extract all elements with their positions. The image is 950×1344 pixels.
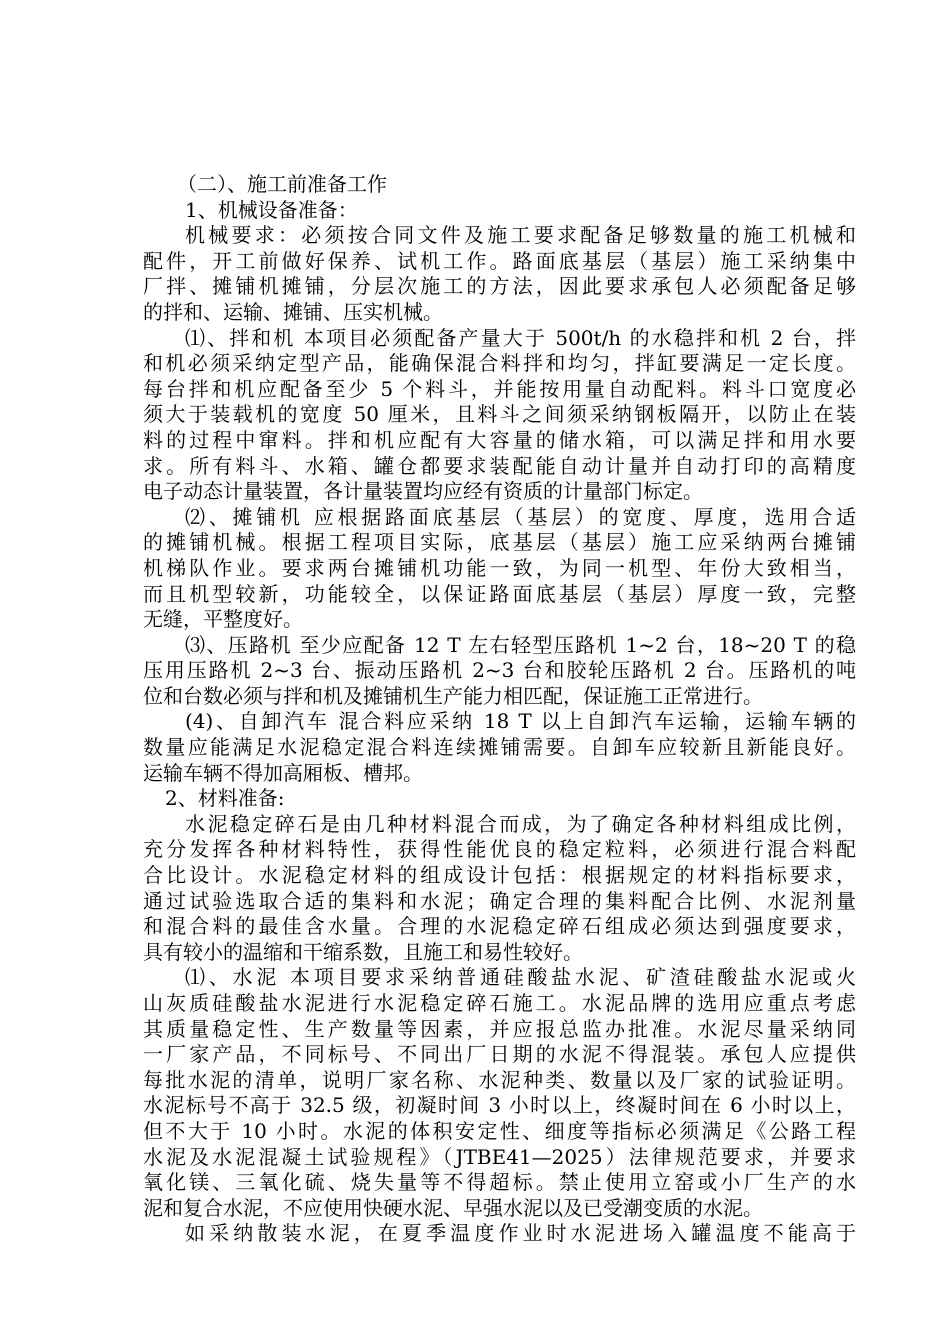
heading-machinery: 1、机械设备准备： (185, 197, 358, 222)
text-line: 须大于装载机的宽度 50 厘米，且料斗之间须采纳钢板隔开，以防止在装 (143, 402, 856, 427)
text-line: 数量应能满足水泥稳定混合料连续摊铺需要。自卸车应较新且新能良好。 (143, 735, 856, 760)
paragraph-roller (143, 633, 856, 710)
text-line: 无缝，平整度好。 (143, 607, 303, 632)
text-line: 的拌和、运输、摊铺、压实机械。 (143, 299, 443, 324)
text-line: 机械要求：必须按合同文件及施工要求配备足够数量的施工机械和 (185, 223, 856, 248)
text-line: (4)、自卸汽车 混合料应采纳 18 T 以上自卸汽车运输，运输车辆的 (185, 709, 856, 734)
text-line: 通过试验选取合适的集料和水泥；确定合理的集料配合比例、水泥剂量 (143, 888, 856, 913)
paragraph-materials (143, 812, 856, 966)
text-line: 配件，开工前做好保养、试机工作。路面底基层（基层）施工采纳集中 (143, 248, 856, 273)
text-line: 山灰质硅酸盐水泥进行水泥稳定碎石施工。水泥品牌的选用应重点考虑 (143, 991, 856, 1015)
paragraph-paver (143, 505, 856, 633)
text-line: 水泥标号不高于 32.5 级，初凝时间 3 小时以上，终凝时间在 6 小时以上， (143, 1093, 856, 1118)
paragraph-cement (143, 965, 856, 1221)
text-line: 电子动态计量装置，各计量装置均应经有资质的计量部门标定。 (143, 479, 703, 504)
paragraph-machinery-requirements (143, 223, 856, 325)
text-line: 具有较小的温缩和干缩系数，且施工和易性较好。 (143, 939, 583, 964)
text-line: ⑴、拌和机 本项目必须配备产量大于 500t/h 的水稳拌和机 2 台，拌 (185, 325, 856, 350)
text-line: ⑴、水泥 本项目要求采纳普通硅酸盐水泥、矿渣硅酸盐水泥或火 (185, 965, 856, 990)
text-line: 合比设计。水泥稳定材料的组成设计包括：根据规定的材料指标要求， (143, 863, 856, 888)
text-line: 水泥稳定碎石是由几种材料混合而成，为了确定各种材料组成比例， (185, 811, 856, 836)
text-line: 其质量稳定性、生产数量等因素，并应报总监办批准。水泥尽量采纳同 (143, 1016, 856, 1041)
text-line: 而且机型较新，功能较全，以保证路面底基层（基层）厚度一致，完整 (143, 581, 856, 606)
text-line: 泥和复合水泥，不应使用快硬水泥、早强水泥以及已受潮变质的水泥。 (143, 1195, 763, 1220)
text-line: 压用压路机 2~3 台、振动压路机 2~3 台和胶轮压路机 2 台。压路机的吨 (143, 658, 856, 683)
paragraph-mixer (143, 326, 856, 505)
section-title: （二）、施工前准备工作 (177, 172, 387, 196)
text-line: ⑶、压路机 至少应配备 12 T 左右轻型压路机 1~2 台，18~20 T 的稳 (185, 632, 856, 657)
text-line: 和机必须采纳定型产品，能确保混合料拌和均匀，拌缸要满足一定长度。 (143, 351, 856, 376)
text-line: 水泥及水泥混凝土试验规程》（JTBE41—2025）法律规范要求，并要求 (143, 1144, 856, 1169)
text-line: 氧化镁、三氧化硫、烧失量等不得超标。禁止使用立窑或小厂生产的水 (143, 1170, 856, 1195)
document-body (143, 172, 856, 1247)
text-line: 机梯队作业。要求两台摊铺机功能一致，为同一机型、年份大致相当， (143, 555, 856, 580)
text-line: 运输车辆不得加高厢板、槽邦。 (143, 760, 423, 785)
heading-materials: 2、材料准备: (165, 786, 285, 811)
text-line: 厂拌、摊铺机摊铺，分层次施工的方法，因此要求承包人必须配备足够 (143, 274, 856, 299)
paragraph-bulk-cement (143, 1221, 856, 1247)
text-line: 每台拌和机应配备至少 5 个料斗，并能按用量自动配料。料斗口宽度必 (143, 376, 856, 401)
paragraph-dump-truck (143, 709, 856, 786)
text-line: 求。所有料斗、水箱、罐仓都要求装配能自动计量并自动打印的高精度 (143, 453, 856, 478)
text-line: 的摊铺机械。根据工程项目实际，底基层（基层）施工应采纳两台摊铺 (143, 530, 856, 555)
text-line: 充分发挥各种材料特性，获得性能优良的稳定粒料，必须进行混合料配 (143, 837, 856, 862)
text-line: 料的过程中窜料。拌和机应配有大容量的储水箱，可以满足拌和用水要 (143, 427, 856, 452)
text-line: 但不大于 10 小时。水泥的体积安定性、细度等指标必须满足《公路工程 (143, 1118, 856, 1143)
text-line: 如采纳散装水泥，在夏季温度作业时水泥进场入罐温度不能高于 (185, 1221, 856, 1246)
text-line: 位和台数必须与拌和机及摊铺机生产能力相匹配，保证施工正常进行。 (143, 683, 763, 708)
text-line: 每批水泥的清单，说明厂家名称、水泥种类、数量以及厂家的试验证明。 (143, 1067, 856, 1092)
text-line: 和混合料的最佳含水量。合理的水泥稳定碎石组成必须达到强度要求， (143, 914, 856, 939)
text-line: ⑵、摊铺机 应根据路面底基层（基层）的宽度、厚度，选用合适 (185, 504, 856, 529)
text-line: 一厂家产品，不同标号、不同出厂日期的水泥不得混装。承包人应提供 (143, 1042, 856, 1067)
